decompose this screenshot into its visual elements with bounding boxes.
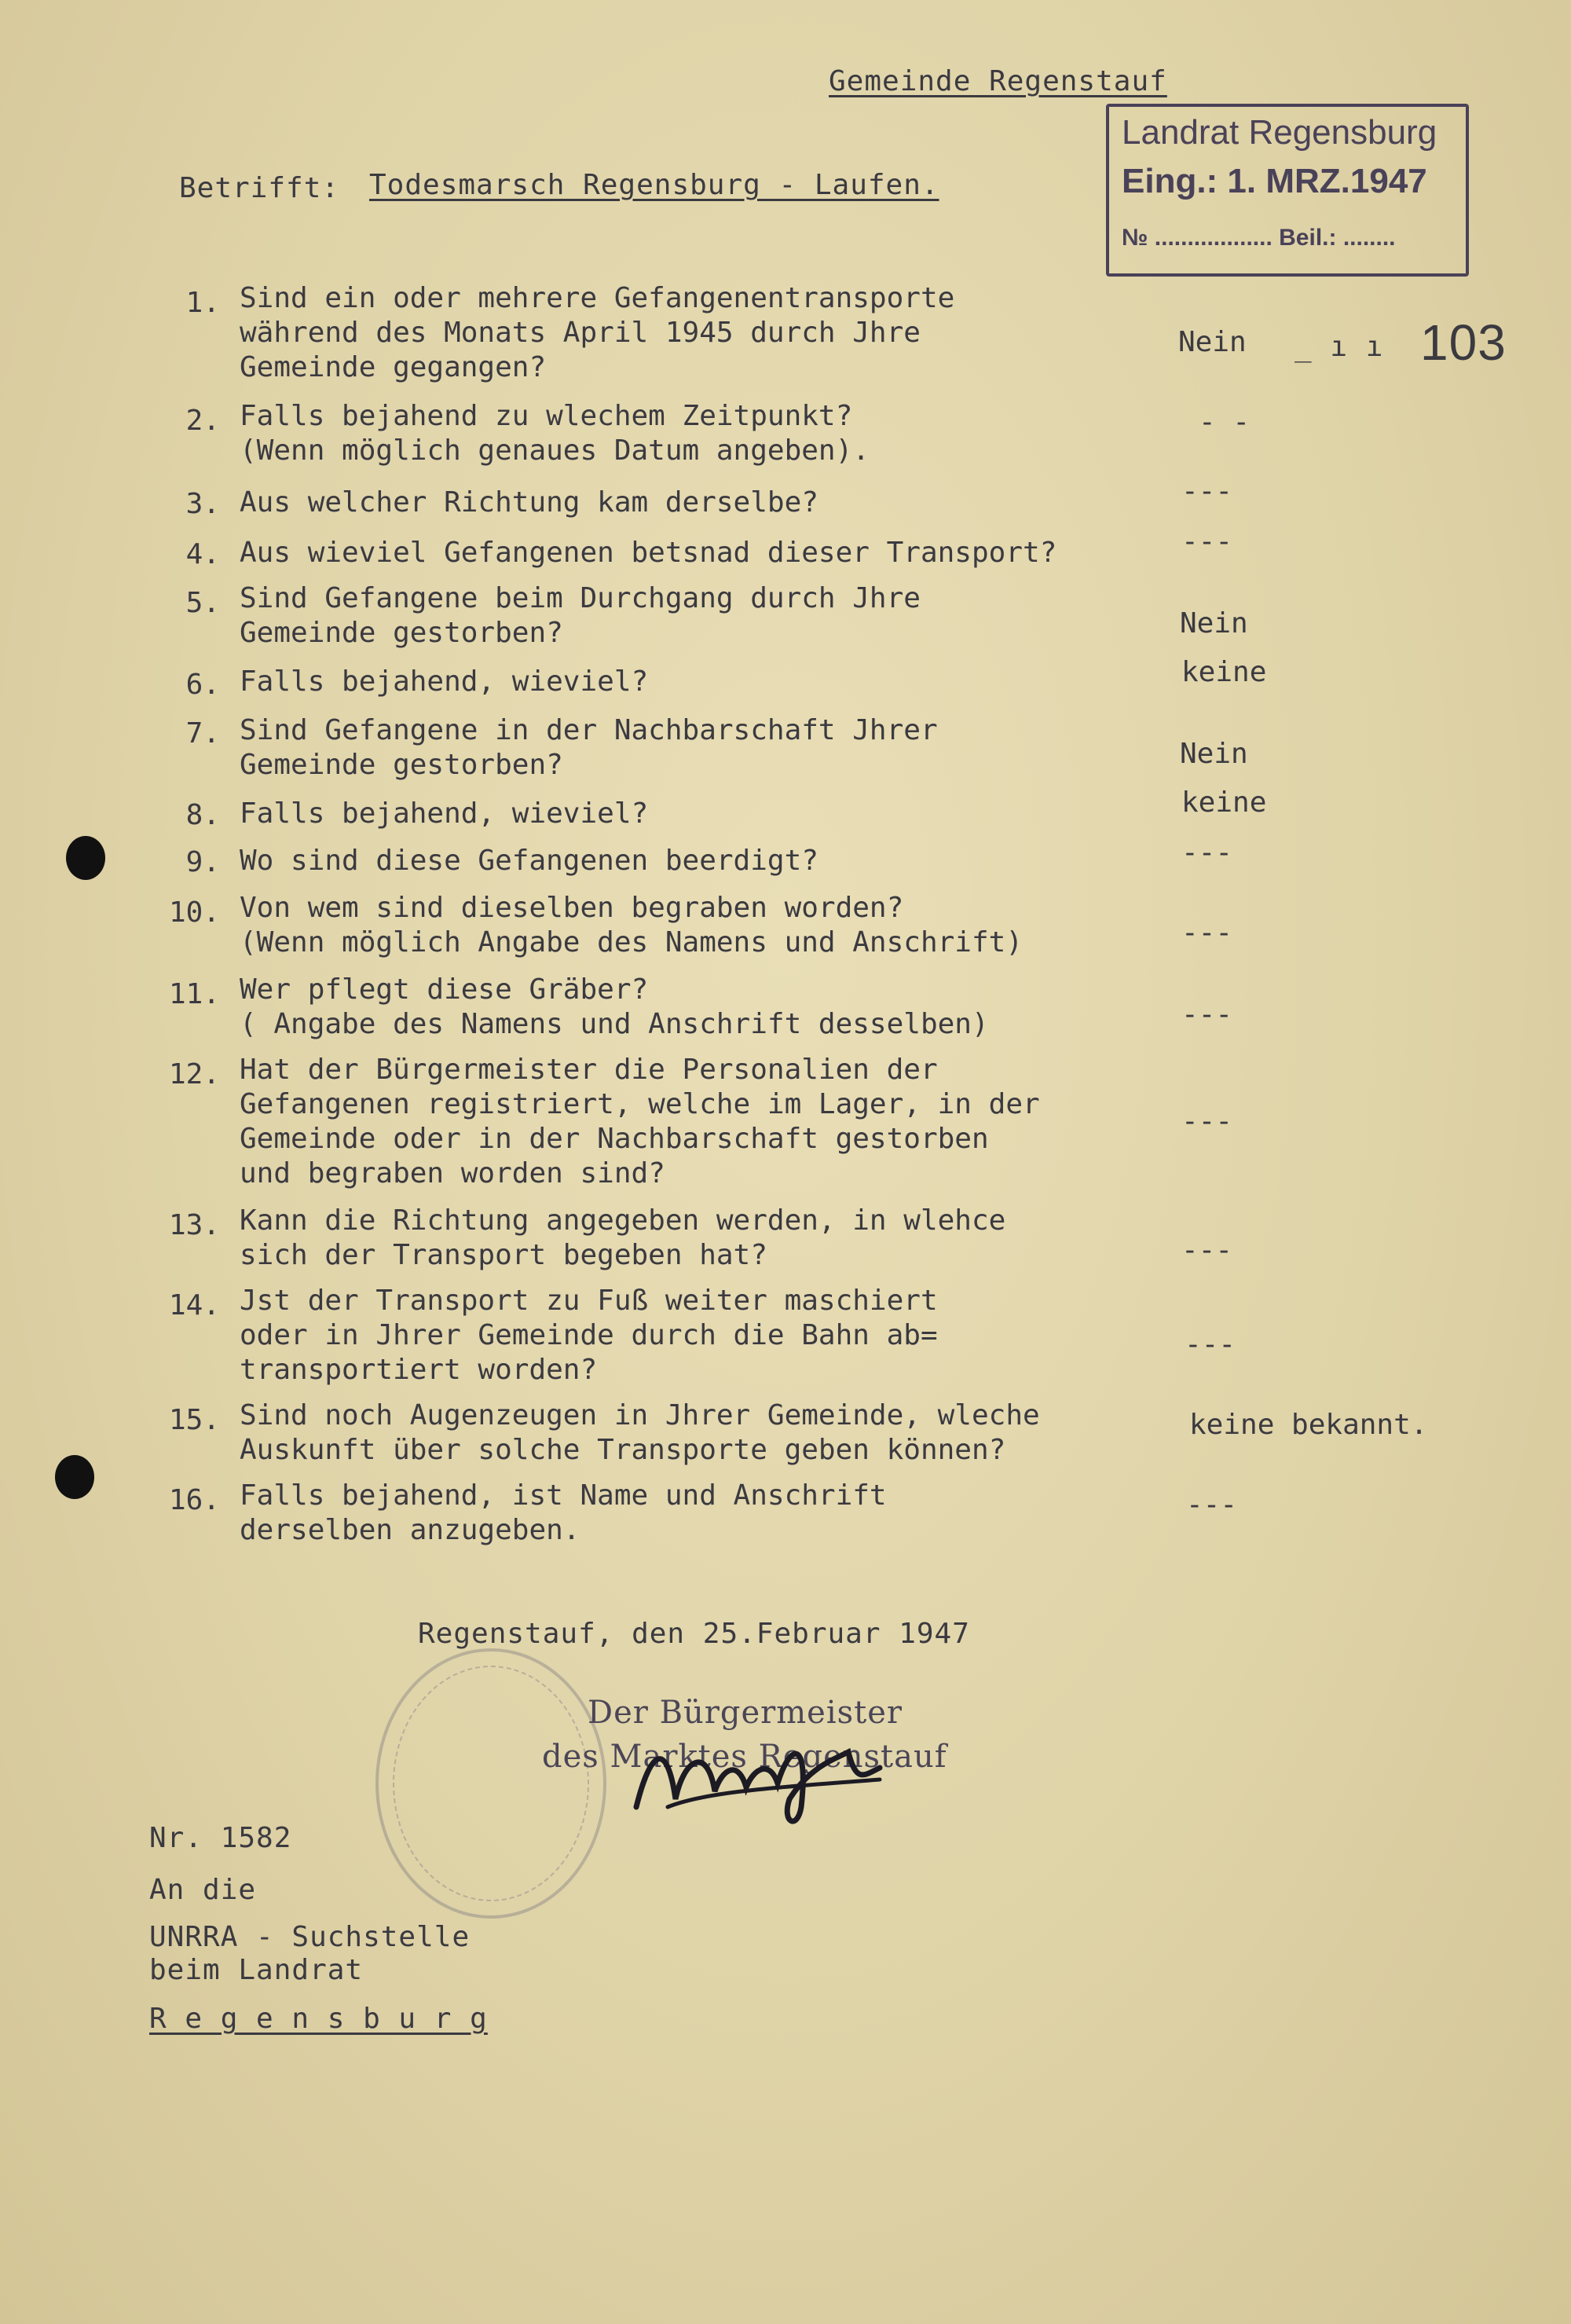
question-number: 8. [185,799,220,831]
question-number: 12. [168,1058,220,1091]
question-answer: keine [1181,786,1267,819]
subject-text: Todesmarsch Regensburg - Laufen. [369,169,939,201]
question-text: Falls bejahend, ist Name und Anschrift derselben anzugeben. [240,1479,887,1546]
reference-number: Nr. 1582 [149,1822,292,1854]
question-number: 3. [185,488,220,520]
question-answer: keine bekannt. [1189,1409,1428,1441]
stamp-received-date: Eing.: 1. MRZ.1947 [1122,162,1427,200]
question-text: Falls bejahend zu wlechem Zeitpunkt? (Wenn möglich genaues Datum angeben). [240,400,870,467]
handwritten-signature [621,1713,903,1838]
question-number: 7. [185,717,220,750]
question-text: Wo sind diese Gefangenen beerdigt? [240,845,818,877]
question-text: Wer pflegt diese Gräber? ( Angabe des Namens und Anschrift desselben) [240,973,989,1040]
question-answer: - - [1199,406,1251,438]
stamp-office: Landrat Regensburg [1122,113,1437,152]
question-number: 1. [185,287,220,319]
question-answer: --- [1181,1234,1233,1266]
question-number: 10. [168,896,220,929]
signatory-title: Der Bürgermeister [588,1695,903,1731]
recipient-line-1: UNRRA - Suchstelle [149,1921,471,1953]
recipient-line-2: beim Landrat [149,1954,364,1986]
question-number: 16. [168,1484,220,1516]
question-answer: Nein [1178,326,1247,358]
punch-hole-top [66,836,105,880]
question-text: Kann die Richtung angegeben werden, in wlehce sich der Transport begeben hat? [240,1204,1006,1271]
question-text: Sind noch Augenzeugen in Jhrer Gemeinde, wleche Auskunft über solche Transporte geben können? [240,1399,1040,1466]
question-number: 13. [168,1209,220,1241]
question-answer: --- [1181,475,1233,508]
page-number: 103 [1420,314,1507,371]
question-answer: --- [1181,837,1233,869]
place-date: Regenstauf, den 25.Februar 1947 [418,1618,970,1650]
question-answer: --- [1186,1489,1238,1521]
question-number: 14. [168,1289,220,1321]
municipal-seal [375,1648,606,1919]
received-stamp [1106,104,1469,277]
question-answer: --- [1181,526,1233,558]
page-mark: _ ı ı [1295,331,1384,363]
question-number: 9. [185,846,220,878]
question-answer: --- [1185,1329,1236,1361]
question-text: Aus wieviel Gefangenen betsnad dieser Transport? [240,537,1057,569]
question-text: Von wem sind dieselben begraben worden? (Wenn möglich Angabe des Namens und Anschrift) [240,892,1023,959]
question-answer: Nein [1180,738,1248,770]
question-number: 4. [185,538,220,570]
question-answer: --- [1181,999,1233,1031]
question-text: Hat der Bürgermeister die Personalien der Gefangenen registriert, welche im Lager, in der Gemeinde oder in der Nachbarschaft gestorben und begraben worden sind? [240,1054,1040,1189]
address-to: An die [149,1874,257,1906]
subject-label: Betrifft: [179,172,340,204]
question-text: Jst der Transport zu Fuß weiter maschiert oder in Jhrer Gemeinde durch die Bahn ab= transportiert worden? [240,1285,938,1386]
question-number: 6. [185,669,220,701]
question-answer: --- [1181,917,1233,949]
question-text: Aus welcher Richtung kam derselbe? [240,486,818,519]
question-text: Falls bejahend, wieviel? [240,797,649,830]
question-number: 2. [185,405,220,437]
question-text: Sind Gefangene in der Nachbarschaft Jhrer Gemeinde gestorben? [240,714,938,781]
question-text: Sind Gefangene beim Durchgang durch Jhre Gemeinde gestorben? [240,582,921,649]
recipient-city: R e g e n s b u r g [149,2003,488,2035]
question-answer: keine [1181,656,1267,688]
question-number: 5. [185,587,220,619]
question-answer: Nein [1180,607,1248,640]
question-number: 11. [168,978,220,1010]
punch-hole-bottom [55,1455,94,1499]
question-text: Falls bejahend, wieviel? [240,665,649,698]
question-text: Sind ein oder mehrere Gefangenentransporte während des Monats April 1945 durch Jhre Gemeinde gegangen? [240,282,955,383]
question-answer: --- [1181,1105,1233,1138]
question-number: 15. [168,1404,220,1436]
stamp-reference: № .................. Beil.: ........ [1122,225,1396,251]
signatory-office: des Marktes Regenstauf [542,1739,947,1775]
municipality-heading: Gemeinde Regenstauf [829,65,1167,97]
